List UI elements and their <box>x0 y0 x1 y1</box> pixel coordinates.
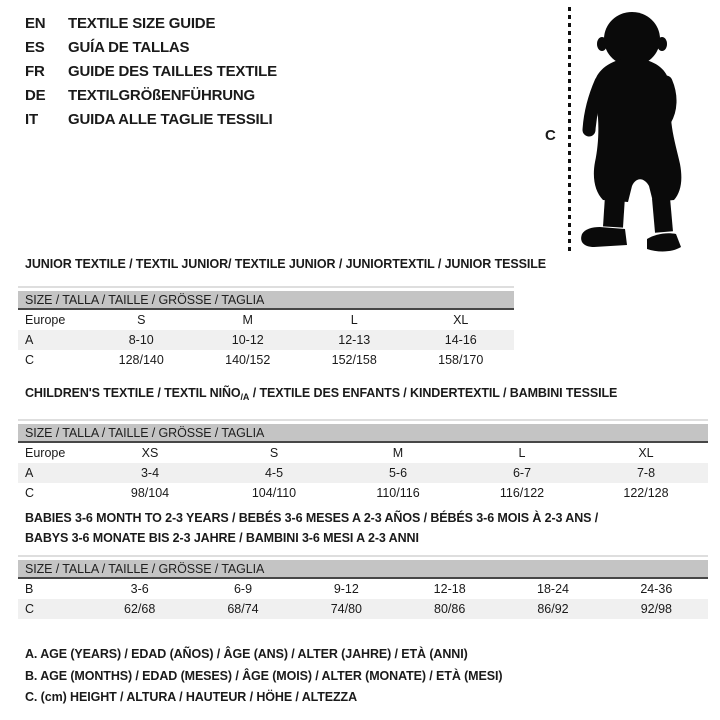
table-row <box>18 310 514 330</box>
table-cell: 62/68 <box>124 602 156 616</box>
row-label: Europe <box>25 313 66 327</box>
table-cell: 3-4 <box>140 466 160 480</box>
table-cell: XL <box>638 446 654 460</box>
note-line: C. (cm) HEIGHT / ALTURA / HAUTEUR / HÖHE / ALTEZZA <box>25 690 358 704</box>
table-cell: S <box>137 313 146 327</box>
language-row <box>25 59 277 83</box>
table-cell: S <box>269 446 279 460</box>
language-label: GUIDE DES TAILLES TEXTILE <box>68 62 277 80</box>
footnotes <box>25 644 502 709</box>
language-row <box>25 107 277 131</box>
table-row <box>18 330 514 350</box>
table-cell: XL <box>453 313 469 327</box>
table-cell: M <box>392 446 404 460</box>
table-cell: 9-12 <box>333 582 359 596</box>
size-table <box>18 286 514 370</box>
row-label: Europe <box>25 446 66 460</box>
row-label: B <box>25 582 34 596</box>
table-row <box>18 463 708 483</box>
table-cell: 12-18 <box>433 582 466 596</box>
language-label: TEXTILE SIZE GUIDE <box>68 14 216 32</box>
section-title-line2: BABYS 3-6 MONATE BIS 2-3 JAHRE / BAMBINI 3-6 MESI A 2-3 ANNI <box>25 531 419 545</box>
table-cell: 86/92 <box>537 602 569 616</box>
table-row <box>18 443 708 463</box>
size-header-band: SIZE / TALLA / TAILLE / GRÖSSE / TAGLIA <box>18 424 708 443</box>
table-cell: 10-12 <box>231 333 264 347</box>
table-cell: 122/128 <box>623 486 669 500</box>
section-title <box>25 508 708 548</box>
language-code: DE <box>25 86 46 104</box>
size-section-junior <box>18 257 546 370</box>
table-cell: 140/152 <box>225 353 271 367</box>
language-code: EN <box>25 14 46 32</box>
size-section-children <box>18 386 708 503</box>
table-cell: 98/104 <box>130 486 170 500</box>
table-cell: 6-9 <box>233 582 253 596</box>
table-row <box>18 599 708 619</box>
size-header-band: SIZE / TALLA / TAILLE / GRÖSSE / TAGLIA <box>18 291 514 310</box>
height-dotted-line <box>568 7 571 251</box>
row-label: C <box>25 353 35 367</box>
table-cell: 158/170 <box>438 353 484 367</box>
table-row <box>18 579 708 599</box>
language-code: FR <box>25 62 45 80</box>
row-label: A <box>25 333 34 347</box>
table-cell: 3-6 <box>130 582 149 596</box>
table-cell: 24-36 <box>640 582 673 596</box>
section-title-line1: BABIES 3-6 MONTH TO 2-3 YEARS / BEBÉS 3-6 MESES A 2-3 AÑOS / BÉBÉS 3-6 MOIS À 2-3 ANS / <box>25 511 599 525</box>
row-label: C <box>25 602 35 616</box>
table-cell: 8-10 <box>128 333 154 347</box>
table-cell: 116/122 <box>499 486 545 500</box>
size-table <box>18 555 708 619</box>
table-cell: 7-8 <box>636 466 656 480</box>
size-section-babies <box>18 508 708 619</box>
language-row <box>25 11 277 35</box>
table-row <box>18 350 514 370</box>
subscript-text: /A <box>240 392 250 402</box>
table-cell: 5-6 <box>388 466 408 480</box>
note-line: B. AGE (MONTHS) / EDAD (MESES) / ÂGE (MOIS) / ALTER (MONATE) / ETÀ (MESI) <box>25 668 503 683</box>
language-label: TEXTILGRÖßENFÜHRUNG <box>68 86 256 104</box>
table-cell: L <box>350 313 358 327</box>
table-cell: 18-24 <box>537 582 569 596</box>
table-cell: 80/86 <box>434 602 466 616</box>
table-cell: L <box>518 446 526 460</box>
size-table <box>18 419 708 503</box>
table-cell: 152/158 <box>331 353 377 367</box>
language-code: IT <box>25 110 38 128</box>
table-cell: XS <box>141 446 159 460</box>
table-cell: 128/140 <box>118 353 164 367</box>
table-cell: 68/74 <box>227 602 259 616</box>
language-row <box>25 83 277 107</box>
row-label: C <box>25 486 35 500</box>
language-label: GUÍA DE TALLAS <box>68 38 190 56</box>
row-label: A <box>25 466 34 480</box>
size-header-band: SIZE / TALLA / TAILLE / GRÖSSE / TAGLIA <box>18 560 708 579</box>
table-cell: 6-7 <box>512 466 532 480</box>
language-code: ES <box>25 38 45 56</box>
table-row <box>18 483 708 503</box>
table-cell: M <box>242 313 253 327</box>
note-line: A. AGE (YEARS) / EDAD (AÑOS) / ÂGE (ANS) / ALTER (JAHRE) / ETÀ (ANNI) <box>25 647 468 661</box>
table-cell: 4-5 <box>264 466 284 480</box>
table-cell: 74/80 <box>330 602 362 616</box>
table-cell: 110/116 <box>376 486 420 500</box>
height-measure-label: C <box>545 127 556 144</box>
table-cell: 14-16 <box>444 333 477 347</box>
language-list <box>25 11 277 131</box>
table-cell: 92/98 <box>640 602 672 616</box>
language-row <box>25 35 277 59</box>
section-title: JUNIOR TEXTILE / TEXTIL JUNIOR/ TEXTILE JUNIOR / JUNIORTEXTIL / JUNIOR TESSILE <box>25 257 546 271</box>
section-title: CHILDREN'S TEXTILE / TEXTIL $NIÑO_{/A}$ / TEXTILE DES ENFANTS / KINDERTEXTIL / BAMBINI TESSILE <box>25 386 618 402</box>
language-label: GUIDA ALLE TAGLIE TESSILI <box>68 110 273 128</box>
toddler-silhouette-icon <box>577 8 705 254</box>
table-cell: 104/110 <box>251 486 297 500</box>
table-cell: 12-13 <box>338 333 371 347</box>
